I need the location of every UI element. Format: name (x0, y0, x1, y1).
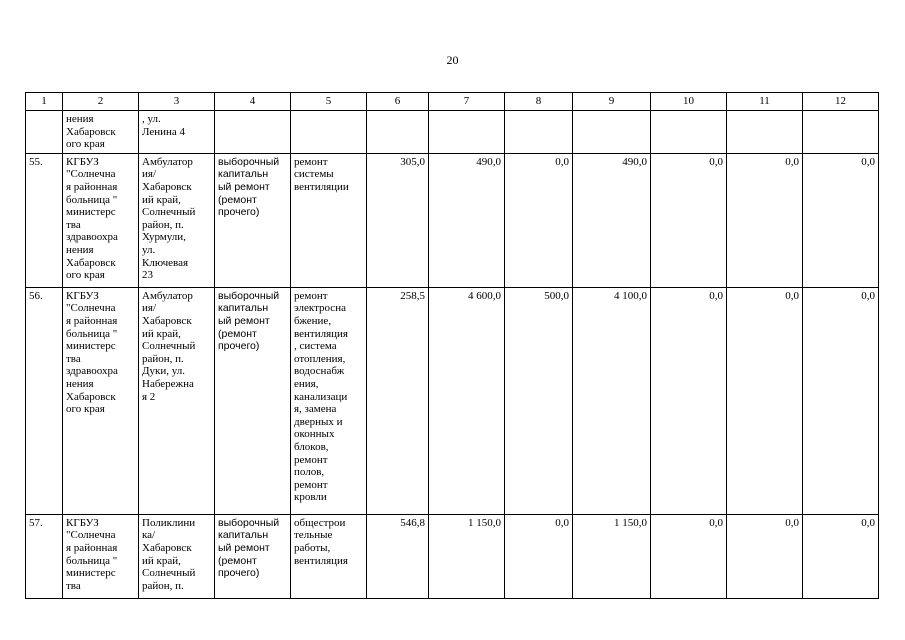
header-cell: 2 (63, 93, 139, 111)
index-cell: 56. (26, 287, 63, 514)
value-cell: 546,8 (367, 514, 429, 598)
address-cell: , ул. Ленина 4 (139, 111, 215, 154)
header-cell: 4 (215, 93, 291, 111)
value-cell: 258,5 (367, 287, 429, 514)
header-cell: 6 (367, 93, 429, 111)
work-cell (291, 111, 367, 154)
value-cell (505, 111, 573, 154)
continuation-row (26, 111, 879, 154)
address-cell: Амбулатор ия/ Хабаровск ий край, Солнечный район, п. Хурмули, ул. Ключевая 23 (139, 153, 215, 287)
work-cell: общестрои тельные работы, вентиляция (291, 514, 367, 598)
value-cell: 500,0 (505, 287, 573, 514)
value-cell: 305,0 (367, 153, 429, 287)
work-cell: ремонт электросна бжение, вентиляция , система отопления, водоснабж ения, канализаци я, замена дверных и оконных блоков, ремонт полов, ремонт кровли (291, 287, 367, 514)
work-cell: ремонт системы вентиляции (291, 153, 367, 287)
index-cell (26, 111, 63, 154)
value-cell: 0,0 (651, 514, 727, 598)
org-cell: КГБУЗ "Солнечна я районная больница " министерс тва (63, 514, 139, 598)
table-row (26, 153, 879, 287)
header-cell: 12 (803, 93, 879, 111)
value-cell: 1 150,0 (573, 514, 651, 598)
org-cell: нения Хабаровск ого края (63, 111, 139, 154)
value-cell: 0,0 (505, 514, 573, 598)
value-cell: 1 150,0 (429, 514, 505, 598)
value-cell: 4 600,0 (429, 287, 505, 514)
index-cell: 55. (26, 153, 63, 287)
value-cell: 0,0 (803, 287, 879, 514)
header-cell: 10 (651, 93, 727, 111)
value-cell: 490,0 (429, 153, 505, 287)
org-cell: КГБУЗ "Солнечна я районная больница " министерс тва здравоохра нения Хабаровск ого края (63, 287, 139, 514)
header-cell: 3 (139, 93, 215, 111)
table-row (26, 514, 879, 598)
header-cell: 11 (727, 93, 803, 111)
value-cell: 0,0 (803, 153, 879, 287)
header-cell: 5 (291, 93, 367, 111)
value-cell: 4 100,0 (573, 287, 651, 514)
repair-type-cell (215, 111, 291, 154)
value-cell (429, 111, 505, 154)
table-row (26, 287, 879, 514)
org-cell: КГБУЗ "Солнечна я районная больница " министерс тва здравоохра нения Хабаровск ого края (63, 153, 139, 287)
header-cell: 7 (429, 93, 505, 111)
index-cell: 57. (26, 514, 63, 598)
value-cell (727, 111, 803, 154)
table-header-row (26, 93, 879, 111)
page-number: 20 (446, 53, 459, 67)
value-cell (573, 111, 651, 154)
value-cell: 0,0 (651, 153, 727, 287)
value-cell (367, 111, 429, 154)
repair-type-cell: выборочный капитальн ый ремонт (ремонт прочего) (215, 153, 291, 287)
header-cell: 8 (505, 93, 573, 111)
value-cell (803, 111, 879, 154)
address-cell: Амбулатор ия/ Хабаровск ий край, Солнечный район, п. Дуки, ул. Набережна я 2 (139, 287, 215, 514)
value-cell: 0,0 (727, 514, 803, 598)
value-cell: 0,0 (505, 153, 573, 287)
repair-table (25, 92, 879, 599)
value-cell: 0,0 (803, 514, 879, 598)
address-cell: Поликлини ка/ Хабаровск ий край, Солнечный район, п. (139, 514, 215, 598)
value-cell: 0,0 (727, 287, 803, 514)
value-cell: 0,0 (727, 153, 803, 287)
header-cell: 9 (573, 93, 651, 111)
repair-type-cell: выборочный капитальн ый ремонт (ремонт прочего) (215, 287, 291, 514)
repair-type-cell: выборочный капитальн ый ремонт (ремонт прочего) (215, 514, 291, 598)
header-cell: 1 (26, 93, 63, 111)
value-cell (651, 111, 727, 154)
value-cell: 0,0 (651, 287, 727, 514)
value-cell: 490,0 (573, 153, 651, 287)
